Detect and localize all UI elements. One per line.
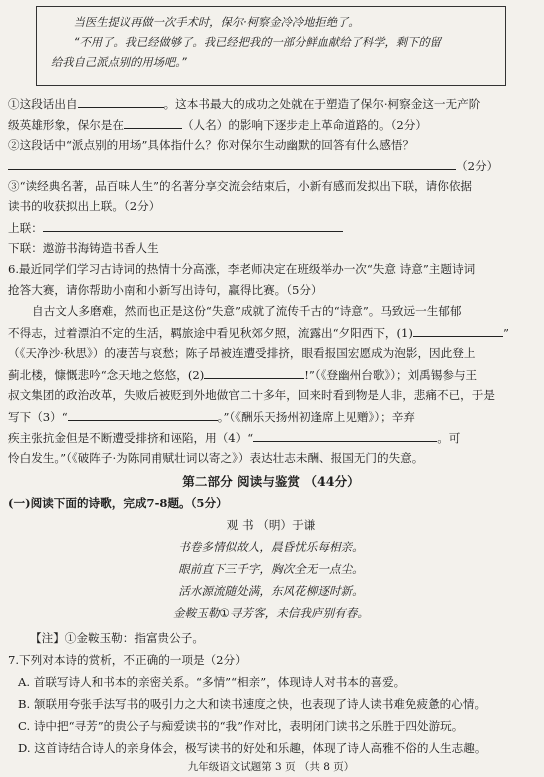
answer-blank[interactable] — [8, 157, 456, 170]
q1-a-pre: ①这段话出自 — [8, 97, 78, 111]
q6-line-3: 自古文人多磨难，然而也正是这份“失意”成就了流传千古的“诗意”。马致远一生郁郁 — [32, 304, 462, 318]
q6-l6-pre: 蓟北楼，慷慨悲吟“念天地之悠悠，(2) — [8, 368, 205, 382]
q1-line-d — [8, 157, 534, 175]
q1-line-e: ③“读经典名著，品百味人生”的名著分享交流会结束后，小新有感而发拟出下联，请你依据 — [8, 179, 473, 193]
q6-l6-post: !”（《登幽州台歌》）；刘禹锡参与王 — [304, 368, 478, 382]
poem-note: 【注】①金鞍玉勒：指富贵公子。 — [30, 631, 204, 645]
answer-blank-4[interactable] — [253, 429, 437, 442]
answer-blank[interactable] — [124, 116, 182, 129]
q6-line-9 — [8, 429, 534, 447]
q6-line-10: 怜白发生。”（《破阵子·为陈同甫赋壮词以寄之》）表达壮志未酬、报国无门的失意。 — [8, 451, 424, 465]
q7-option-a[interactable]: A. 首联写诗人和书本的亲密关系。“多情”“相亲”，体现诗人对书本的喜爱。 — [18, 675, 406, 689]
answer-blank[interactable] — [43, 219, 343, 232]
q6-l8-pre: 写下（3）“ — [8, 410, 68, 424]
q1-line-f: 读书的收获拟出上联。（2分） — [8, 199, 161, 213]
answer-blank[interactable] — [78, 95, 164, 108]
q1-line-a — [8, 95, 534, 113]
part2-title: 第二部分 阅读与鉴赏 （44分） — [182, 474, 360, 489]
q6-line-1: 6.最近同学们学习古诗词的热情十分高涨，李老师决定在班级举办一次“失意 诗意”主题诗词 — [8, 262, 476, 276]
answer-blank-3[interactable] — [68, 408, 218, 421]
q1-b-mid: （人名）的影响下逐步走上革命道路的。（2分） — [181, 118, 427, 132]
answer-blank-2[interactable] — [204, 366, 304, 379]
q1-b-pre: 级英雄形象，保尔是在 — [8, 118, 124, 132]
q1-line-h: 下联：遨游书海铸造书香人生 — [8, 241, 159, 255]
q6-l9-pre: 疾主张抗金但是不断遭受排挤和诬陷，用（4）“ — [8, 431, 254, 445]
poem-line: 金鞍玉勒①寻芳客，未信我庐别有春。 — [173, 606, 369, 620]
q7-option-d[interactable]: D. 这首诗结合诗人的亲身体会，极写读书的好处和乐趣，体现了诗人高雅不俗的人生志趣。 — [18, 741, 487, 755]
q6-line-2: 抢答大赛，请你帮助小南和小新写出诗句，赢得比赛。（5分） — [8, 283, 323, 297]
poem-line: 书卷多情似故人，晨昏忧乐每相亲。 — [178, 540, 364, 554]
poem-title: 观 书 （明）于谦 — [226, 518, 316, 532]
q6-line-5: （《天净沙·秋思》）的凄苦与哀愁；陈子昂被连遭受排挤，眼看报国宏愿成为泡影，因此登上 — [8, 346, 476, 360]
q6-line-4 — [8, 324, 534, 342]
q6-line-6 — [8, 366, 534, 384]
q6-line-7: 叔文集团的政治改革，失败后被贬到外地做官二十多年，回来时看到物是人非，悲痛不已，于是 — [8, 388, 495, 402]
quote-line: “不用了。我已经做够了。我已经把我的一部分鲜血献给了科学，剩下的留 — [73, 36, 441, 49]
q6-l4-pre: 不得志，过着漂泊不定的生活，羁旅途中看见秋郊夕照，流露出“夕阳西下，(1) — [8, 326, 413, 340]
poem-line: 眼前直下三千字，胸次全无一点尘。 — [178, 562, 364, 576]
part2-subtitle: (一)阅读下面的诗歌，完成7-8题。（5分） — [8, 496, 228, 510]
q6-l4-post: ” — [502, 326, 509, 340]
q1-a-post: 。这本书最大的成功之处就在于塑造了保尔·柯察金这一无产阶 — [163, 97, 481, 111]
q7-option-c[interactable]: C. 诗中把“寻芳”的贵公子与痴爱读书的“我”作对比，表明闭门读书之乐胜于四处游玩。 — [18, 719, 464, 733]
q1-line-b — [8, 116, 534, 134]
poem-line: 活水源流随处满，东风花柳逐时新。 — [178, 584, 364, 598]
answer-blank-1[interactable] — [413, 324, 503, 337]
q1-line-c: ②这段话中“派点别的用场”具体指什么？你对保尔生动幽默的回答有什么感悟？ — [8, 138, 415, 152]
quote-box — [36, 6, 506, 86]
q1-g-label: 上联： — [8, 221, 43, 235]
q6-l8-post: 。”（《酬乐天扬州初逢席上见赠》）；辛弃 — [217, 410, 415, 424]
quote-line: 给我自己派点别的用场吧。” — [51, 56, 187, 69]
quote-line: 当医生提议再做一次手术时，保尔·柯察金冷冷地拒绝了。 — [73, 16, 360, 29]
q7-stem: 7.下列对本诗的赏析，不正确的一项是（2分） — [8, 653, 247, 667]
q6-l9-post: 。可 — [437, 431, 461, 445]
q1-line-g — [8, 219, 534, 237]
q7-option-b[interactable]: B. 颔联用夸张手法写书的吸引力之大和读书速度之快，也表现了诗人读书难免疲惫的心情。 — [18, 697, 487, 711]
q1-d-score: （2分） — [456, 159, 499, 173]
page-footer: 九年级语文试题第 3 页 （共 8 页） — [187, 761, 355, 773]
q6-line-8 — [8, 408, 534, 426]
